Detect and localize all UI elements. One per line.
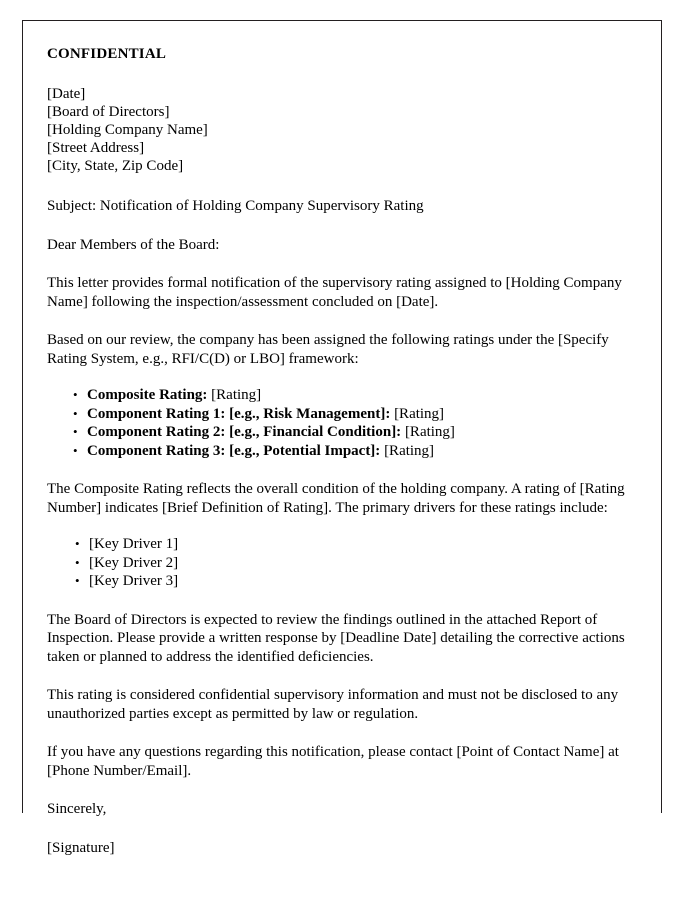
ratings-list (47, 386, 641, 460)
address-line-company: [Holding Company Name] (47, 122, 208, 138)
document-body (47, 45, 641, 857)
classification-banner: CONFIDENTIAL (47, 46, 167, 62)
key-drivers-list (47, 535, 641, 591)
subject-line: Subject: Notification of Holding Company Supervisory Rating (47, 198, 424, 214)
list-item: • [Key Driver 3] (47, 572, 641, 591)
rating-label: Composite Rating: (87, 387, 208, 403)
rating-value: [Rating] (211, 387, 262, 403)
list-item (47, 423, 641, 442)
paragraph-contact: If you have any questions regarding this notification, please contact [Point of Contact Name] at [Phone Number/Email]. (47, 744, 619, 779)
paragraph-confidentiality: This rating is considered confidential supervisory information and must not be disclosed to any unauthorized parties except as permitted by law or regulation. (47, 687, 619, 722)
rating-label: Component Rating 1: [e.g., Risk Management]: (87, 405, 391, 422)
salutation: Dear Members of the Board: (47, 236, 220, 253)
list-item: • [Key Driver 1] (47, 535, 641, 554)
paragraph-intro: This letter provides formal notification of the supervisory rating assigned to [Holding Company Name] following the inspection/assessment concluded on [Date]. (47, 275, 622, 310)
rating-value: [Rating] (404, 424, 455, 440)
paragraph-framework: Based on our review, the company has been assigned the following ratings under the [Specify Rating System, e.g., RFI/C(D) or LBO] framework: (47, 332, 609, 367)
rating-label: Component Rating 2: [e.g., Financial Condition]: (87, 424, 402, 440)
paragraph-composite-rating: The Composite Rating reflects the overall condition of the holding company. A rating of [Rating Number] indicates [Brief Definition of Rating]. The primary drivers for these ratings include: (47, 481, 625, 516)
recipient-address-block (47, 85, 641, 175)
rating-value: [Rating] (384, 442, 435, 459)
address-line-board: [Board of Directors] (47, 104, 170, 120)
document-page-sheet (22, 20, 662, 856)
address-line-city-state-zip: [City, State, Zip Code] (47, 158, 184, 174)
list-item (47, 405, 641, 424)
list-item: • [Key Driver 2] (47, 554, 641, 573)
address-line-date: [Date] (47, 86, 86, 102)
rating-label: Component Rating 3: [e.g., Potential Impact]: (87, 442, 381, 459)
paragraph-board-action: The Board of Directors is expected to review the findings outlined in the attached Report of Inspection. Please provide a written response by [Deadline Date] detailing the corrective actions taken or planned to address the identified deficiencies. (47, 611, 625, 665)
list-item (47, 386, 641, 405)
address-line-street: [Street Address] (47, 140, 145, 156)
closing-salutation: Sincerely, (47, 801, 107, 817)
signature-placeholder: [Signature] (47, 839, 115, 856)
rating-value: [Rating] (394, 405, 445, 422)
list-item (47, 442, 641, 461)
